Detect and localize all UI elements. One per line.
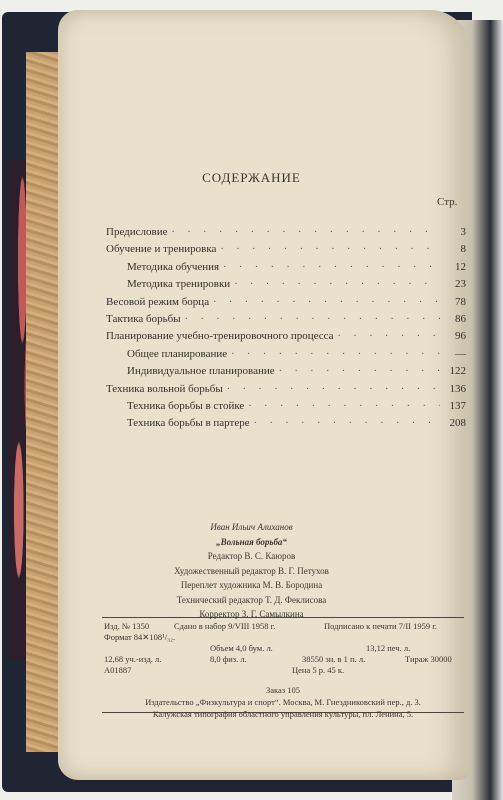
editor: Редактор В. С. Каюров <box>207 551 296 561</box>
toc-item: Весовой режим борца · · · 78 <box>106 296 466 313</box>
code: А01887 <box>104 665 132 675</box>
cover-artist: Переплет художника М. В. Бородина <box>180 580 323 590</box>
toc-item: Методика обучения · · · 12 <box>106 261 466 278</box>
toc-item: Планирование учебно-тренировочного процесса · · · 96 <box>106 330 466 347</box>
volume: Объем 4,0 бум. л. <box>210 643 273 653</box>
author-name: Иван Ильич Алиханов <box>210 522 293 532</box>
proofreader: Корректор З. Г. Самылкина <box>199 609 304 619</box>
izd-number: Изд. № 1350 <box>104 621 150 631</box>
price: Цена 5 р. 45 к. <box>292 665 345 675</box>
uch-izd: 12,68 уч.-изд. л. <box>104 654 162 664</box>
toc-item: Предисловие · · · 3 <box>106 226 466 243</box>
toc-item: Техника борьбы в стойке · · · 137 <box>106 400 466 417</box>
toc-item: Техника вольной борьбы · · · 136 <box>106 383 466 400</box>
book-title: „Вольная борьба“ <box>216 536 287 547</box>
toc-item: Техника борьбы в партере · · · 208 <box>106 417 466 434</box>
print-run: Тираж 30000 <box>405 654 452 664</box>
contents-title: СОДЕРЖАНИЕ <box>202 170 301 185</box>
publication-info <box>102 617 464 719</box>
toc-item: Методика тренировки · · · 23 <box>106 278 466 295</box>
letters-per-sheet: 38550 зн. в 1 п. л. <box>302 654 366 664</box>
toc-item: Тактика борьбы · · · 86 <box>106 313 466 330</box>
order-number: Заказ 105 <box>265 685 301 695</box>
print-sheets: 13,12 печ. л. <box>366 643 411 653</box>
tech-editor: Технический редактор Т. Д. Фeклисова <box>176 594 327 605</box>
page-column-header: Стр. <box>437 196 458 208</box>
printer: Калужская типография областного управления культуры, пл. Ленина, 5. <box>152 709 414 719</box>
toc-item: Обучение и тренировка · · · 8 <box>106 243 466 260</box>
publisher-footer <box>102 685 464 721</box>
format: Формат 84✕108¹/₃₂. <box>104 632 176 642</box>
fiz-sheets: 8,0 физ. л. <box>210 654 247 664</box>
imprint <box>0 522 503 624</box>
toc-item: Общее планирование · · · — <box>106 348 466 365</box>
table-of-contents <box>106 226 466 435</box>
typeset-date: Сдано в набор 9/VIII 1958 г. <box>174 621 276 631</box>
art-editor: Художественный редактор В. Г. Петухов <box>174 565 329 576</box>
toc-item: Индивидуальное планирование · · · 122 <box>106 365 466 382</box>
publisher: Издательство „Физкультура и спорт“. Москва, М. Гнездниковский пер., д. 3. <box>145 697 421 707</box>
signed-date: Подписано к печати 7/II 1959 г. <box>324 621 437 631</box>
